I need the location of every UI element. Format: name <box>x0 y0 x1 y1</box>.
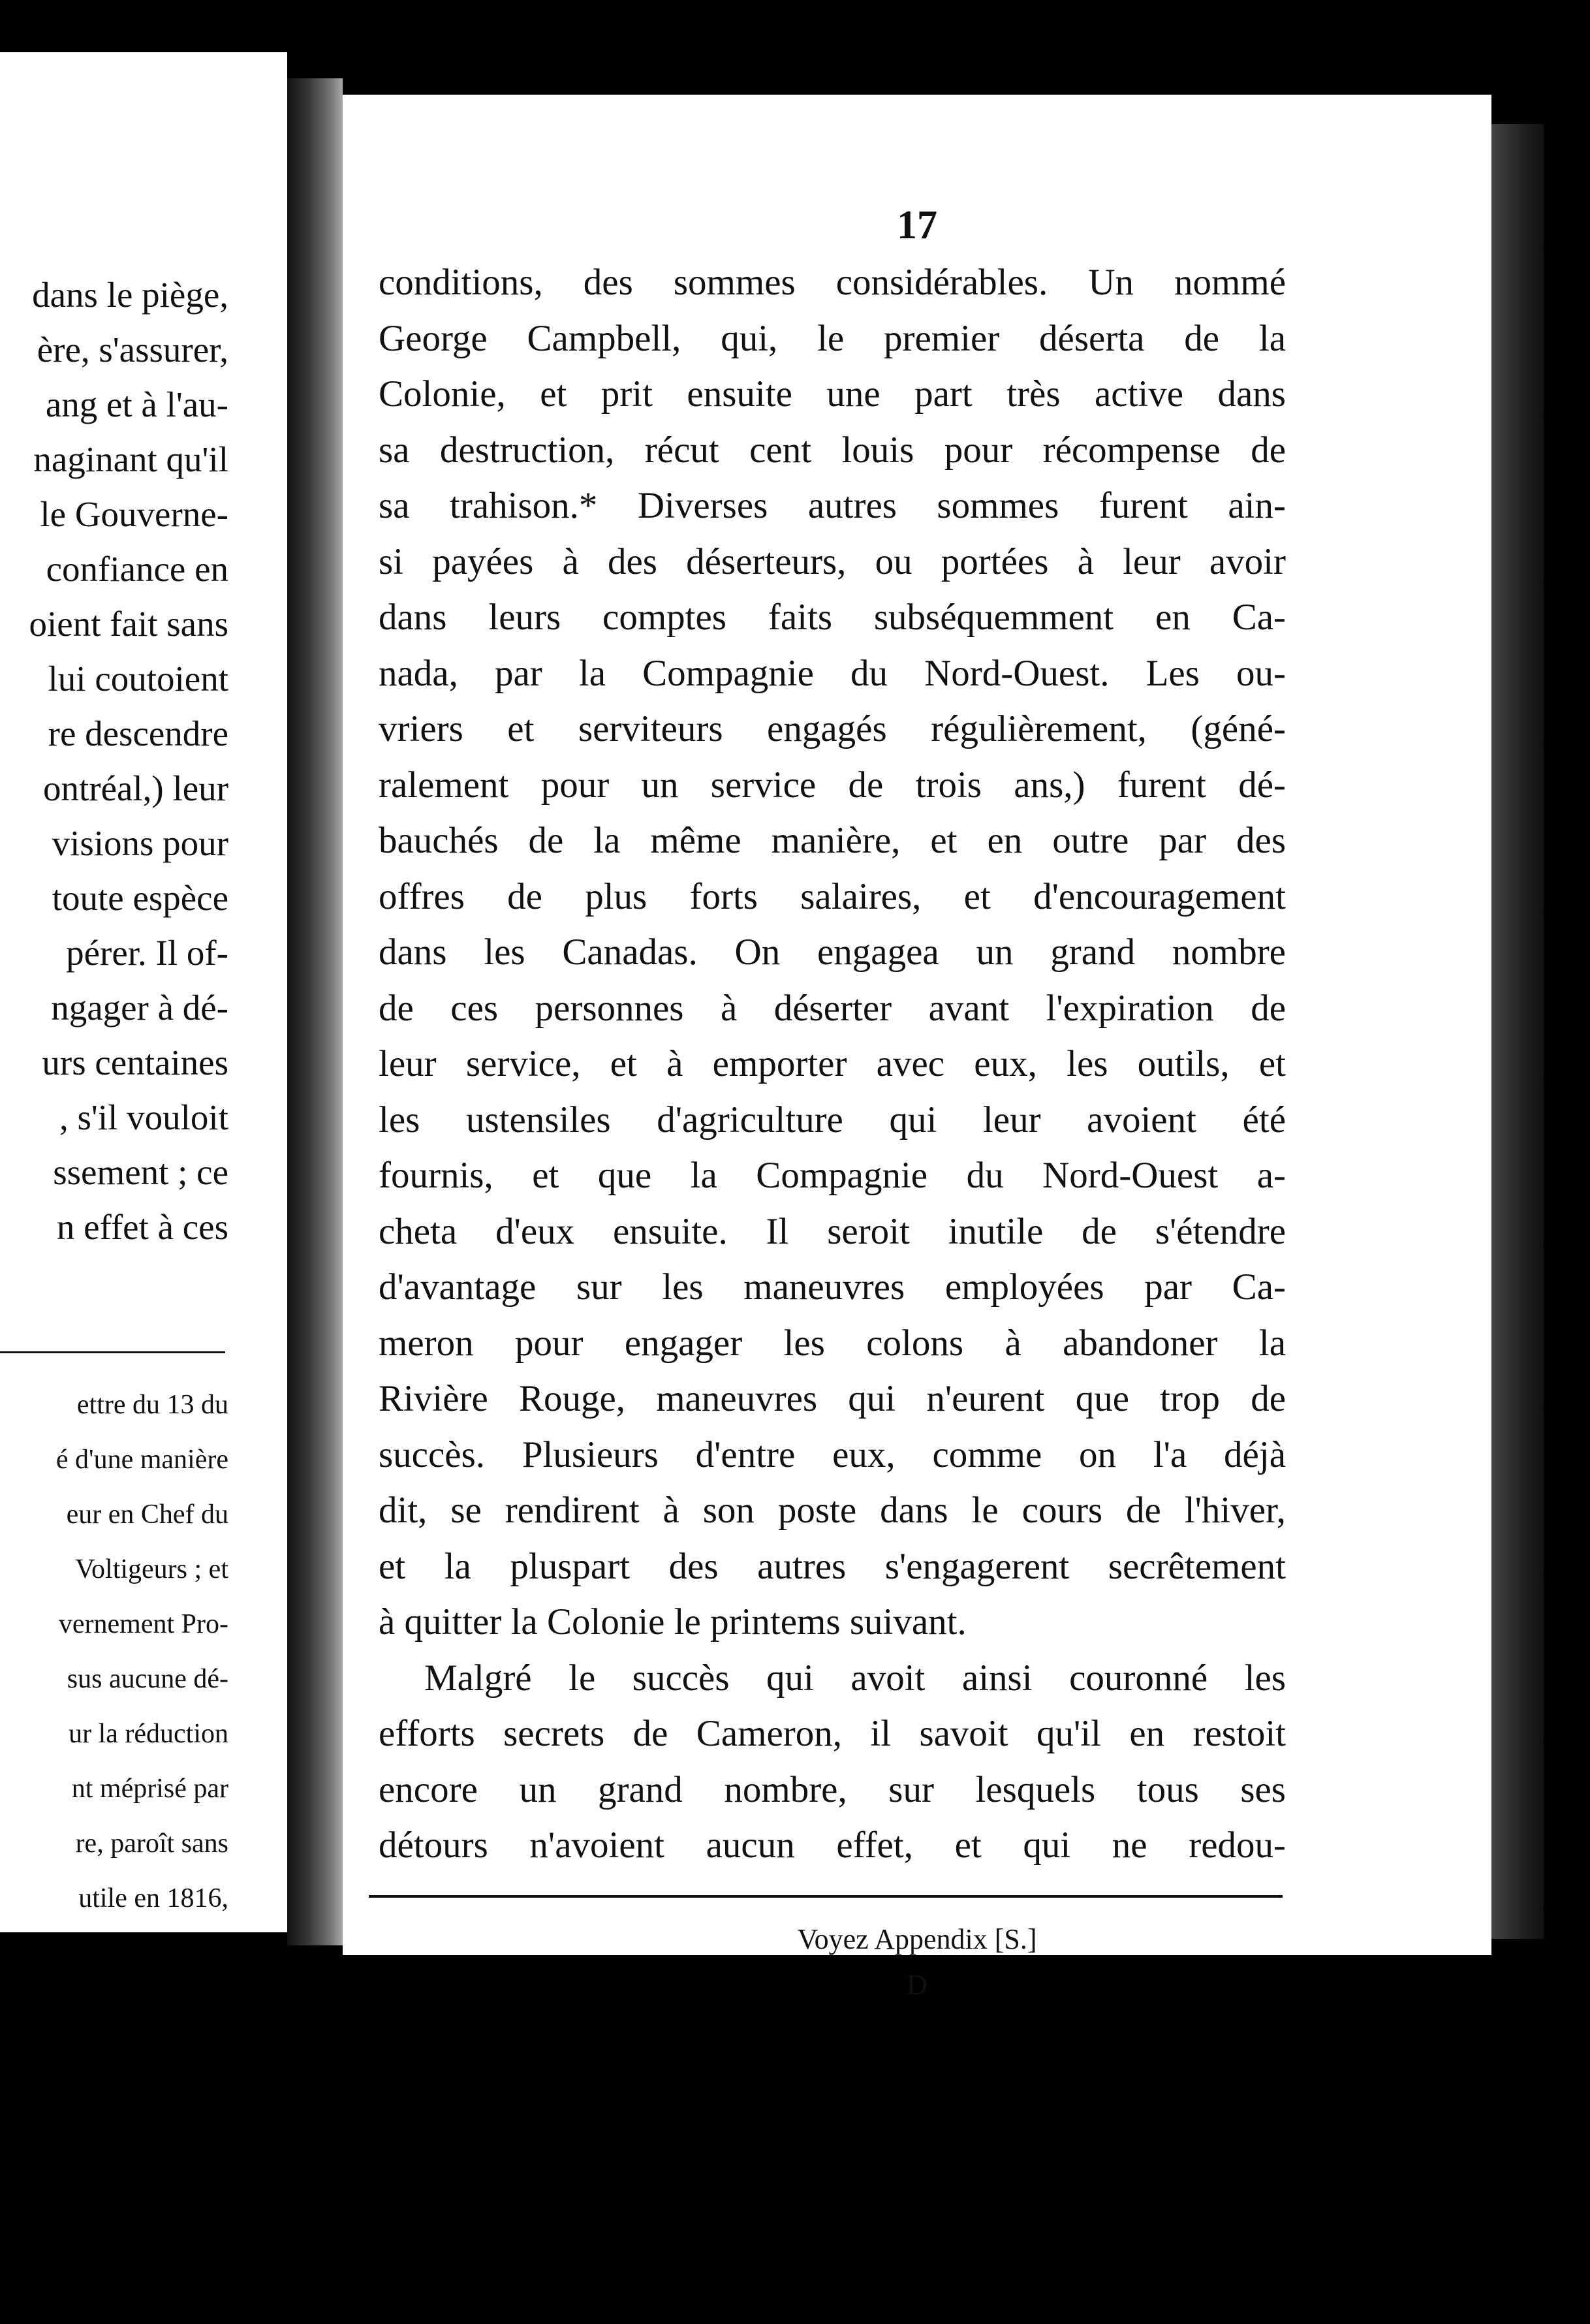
right-page <box>343 95 1491 2001</box>
text-line: Colonie, et prit ensuite une part très active dans <box>379 373 1286 415</box>
text-line: succès. Plusieurs d'entre eux, comme on l'a déjà <box>379 1434 1286 1475</box>
text-line: encore un grand nombre, sur lesquels tous ses <box>379 1768 1286 1810</box>
text-line: sa trahison.* Diverses autres sommes furent ain- <box>379 485 1286 526</box>
page-number: 17 <box>897 203 937 247</box>
text-line: si payées à des déserteurs, ou portées à leur avoir <box>379 541 1286 582</box>
left-footnote-line: sus aucune dé- <box>67 1664 228 1694</box>
footnote: Voyez Appendix [S.] <box>797 1923 1037 1955</box>
text-line: de ces personnes à déserter avant l'expiration de <box>379 987 1286 1029</box>
left-text-line: ontréal,) leur <box>42 768 228 808</box>
left-footnote-line: ettre du 13 du <box>76 1390 228 1420</box>
left-text-line: confiance en <box>46 549 228 589</box>
text-line: ralement pour un service de trois ans,) furent dé- <box>379 764 1286 806</box>
text-line: meron pour engager les colons à abandoner la <box>379 1322 1286 1364</box>
text-line: leur service, et à emporter avec eux, les outils, et <box>379 1043 1286 1084</box>
text-line: dans leurs comptes faits subséquemment en Ca- <box>379 597 1286 638</box>
left-page-fragment <box>0 52 287 1932</box>
left-text-line: ang et à l'au- <box>45 385 228 424</box>
left-text-line: n effet à ces <box>56 1207 228 1247</box>
text-line: dit, se rendirent à son poste dans le cours de l'hiver, <box>379 1490 1286 1531</box>
text-line: d'avantage sur les maneuvres employées par Ca- <box>379 1266 1286 1308</box>
left-text-line: urs centaines <box>42 1043 228 1082</box>
left-footnote-line: eur en Chef du <box>66 1500 228 1530</box>
left-footnote-line: é d'une manière <box>55 1445 228 1475</box>
left-text-line: ssement ; ce <box>53 1152 228 1192</box>
text-line: conditions, des sommes considérables. Un nommé <box>379 262 1286 303</box>
left-footnotes <box>0 1377 228 1926</box>
text-line: sa destruction, récut cent louis pour récompense de <box>379 429 1286 471</box>
text-line: et la pluspart des autres s'engagerent secrêtement <box>379 1545 1286 1587</box>
text-line: vriers et serviteurs engagés régulièrement, (géné- <box>379 708 1286 749</box>
left-text-line: ngager à dé- <box>51 988 228 1028</box>
text-line: fournis, et que la Compagnie du Nord-Ouest a- <box>379 1155 1286 1196</box>
left-text-line: lui coutoient <box>48 659 228 699</box>
left-text-line: , s'il vouloit <box>59 1097 228 1137</box>
text-line: dans les Canadas. On engagea un grand nombre <box>379 932 1286 973</box>
text-line: cheta d'eux ensuite. Il seroit inutile de s'étendre <box>379 1210 1286 1252</box>
left-footnote-line: re, paroît sans <box>75 1829 228 1859</box>
text-line: offres de plus forts salaires, et d'encouragement <box>379 875 1286 917</box>
left-footnote-line: utile en 1816, <box>78 1883 228 1913</box>
text-line: efforts secrets de Cameron, il savoit qu'il en restoit <box>379 1713 1286 1754</box>
left-page-body <box>0 268 228 1255</box>
book-gutter <box>287 78 343 1945</box>
left-text-line: oient fait sans <box>29 604 228 644</box>
left-text-line: toute espèce <box>52 878 228 918</box>
left-text-line: visions pour <box>52 823 228 863</box>
left-footnote-line: nt méprisé par <box>71 1774 228 1804</box>
footnote-rule <box>369 1895 1283 1898</box>
left-footnote-rule <box>0 1351 225 1353</box>
left-footnote-line: ur la réduction <box>69 1719 228 1749</box>
text-line: à quitter la Colonie le printems suivant. <box>379 1601 967 1642</box>
text-line: les ustensiles d'agriculture qui leur avoient été <box>379 1099 1286 1140</box>
left-text-line: naginant qu'il <box>33 439 228 479</box>
book-edge <box>1491 124 1544 1939</box>
text-line: détours n'avoient aucun effet, et qui ne redou- <box>379 1825 1286 1866</box>
left-text-line: ère, s'assurer, <box>37 330 228 369</box>
left-text-line: dans le piège, <box>32 275 228 315</box>
text-line: Rivière Rouge, maneuvres qui n'eurent que trop de <box>379 1378 1286 1419</box>
text-line: bauchés de la même manière, et en outre par des <box>379 820 1286 861</box>
text-line: George Campbell, qui, le premier déserta de la <box>379 317 1286 359</box>
page-body <box>379 255 1286 1874</box>
left-text-line: le Gouverne- <box>40 494 228 534</box>
text-line: nada, par la Compagnie du Nord-Ouest. Les ou- <box>379 652 1286 694</box>
left-text-line: pérer. Il of- <box>66 933 228 973</box>
left-footnote-line: Voltigeurs ; et <box>75 1554 228 1584</box>
text-line: Malgré le succès qui avoit ainsi couronné les <box>424 1657 1286 1699</box>
left-footnote-line: vernement Pro- <box>58 1609 228 1639</box>
left-text-line: re descendre <box>48 714 228 753</box>
signature-mark: D <box>907 1969 928 2001</box>
